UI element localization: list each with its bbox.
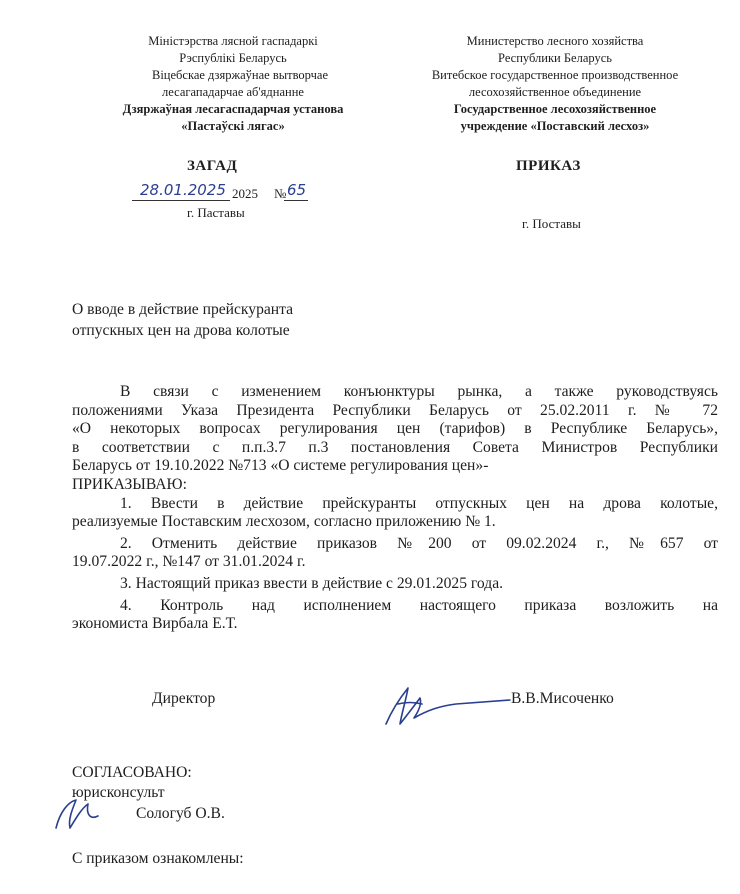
number-prefix: № (274, 186, 287, 201)
subject (72, 299, 293, 341)
header-by-line: лесагападарчае аб'яднанне (162, 85, 304, 99)
subject-line: отпускных цен на дрова колотые (72, 322, 290, 339)
approval-label: СОГЛАСОВАНО: (72, 764, 192, 781)
director-signature (378, 680, 518, 730)
item-1-line: реализуемые Поставским лесхозом, согласно приложению № 1. (72, 513, 496, 531)
header-ru-line: Министерство лесного хозяйства (466, 34, 644, 48)
number-underline (284, 200, 308, 201)
acquainted-label: С приказом ознакомлены: (72, 850, 244, 867)
signer-name: В.В.Мисоченко (511, 690, 614, 707)
preamble-line: В связи с изменением конъюнктуры рынка, а также руководствуясь (120, 383, 718, 400)
city-ru: г. Поставы (522, 216, 581, 231)
header-ru-line: Республики Беларусь (498, 51, 612, 65)
handwritten-date: 28.01.2025 (140, 181, 226, 199)
preamble-line: Беларусь от 19.10.2022 №713 «О системе регулирования цен»- (72, 457, 489, 475)
header-by-line: Віцебскае дзяржаўнае вытворчае (151, 68, 328, 82)
header-ru-line: лесохозяйственное объединение (468, 85, 642, 99)
handwritten-number: 65 (287, 181, 307, 199)
date-number-line (132, 181, 312, 205)
order-word: ПРИКАЗЫВАЮ: (72, 475, 187, 493)
signer-position: Директор (152, 690, 216, 707)
item-3-line: 3. Настоящий приказ ввести в действие с 29.01.2025 года. (120, 574, 504, 592)
item-4-line: 4. Контроль над исполнением настоящего приказа возложить на (120, 596, 718, 614)
order-body (72, 383, 718, 634)
header-by-line: Рэспублікі Беларусь (179, 51, 287, 65)
header-by-org-1: Дзяржаўная лесагаспадарчая установа (122, 102, 344, 116)
header-by-line: Міністэрства лясной гаспадаркі (148, 34, 318, 48)
header-ru-line: Витебское государственное производственное (431, 68, 679, 82)
preamble-line: в соответствии с п.п.3.7 п.3 постановления Совета Министров Республики (72, 438, 718, 456)
item-2-line: 19.07.2022 г., №147 от 31.01.2024 г. (72, 553, 306, 571)
approval-name: Сологуб О.В. (136, 805, 225, 822)
approval-role: юрисконсульт (72, 784, 165, 801)
header-by (68, 33, 398, 135)
header-ru-org-2: учреждение «Поставский лесхоз» (460, 119, 650, 133)
item-4-line: экономиста Вирбала Е.Т. (72, 615, 238, 633)
item-2-line: 2. Отменить действие приказов №200 от 09.02.2024 г., №657 от (120, 534, 718, 552)
header-ru (390, 33, 720, 135)
lawyer-signature (50, 792, 110, 836)
doc-type-by: ЗАГАД (187, 158, 238, 174)
preamble-line: «О некоторых вопросах регулирования цен (тарифов) в Республике Беларусь», (72, 420, 718, 438)
item-1-line: 1. Ввести в действие прейскуранты отпускных цен на дрова колотые, (120, 494, 718, 512)
preamble-line: положениями Указа Президента Республики Беларусь от 25.02.2011 г. № 72 (72, 401, 718, 419)
date-underline (132, 200, 230, 201)
subject-line: О вводе в действие прейскуранта (72, 301, 294, 318)
header-by-org-2: «Пастаўскі лягас» (181, 119, 285, 133)
year-suffix: 2025 (232, 186, 258, 201)
city-by: г. Паставы (187, 205, 245, 220)
doc-type-ru: ПРИКАЗ (516, 158, 581, 174)
header-ru-org-1: Государственное лесохозяйственное (453, 102, 657, 116)
